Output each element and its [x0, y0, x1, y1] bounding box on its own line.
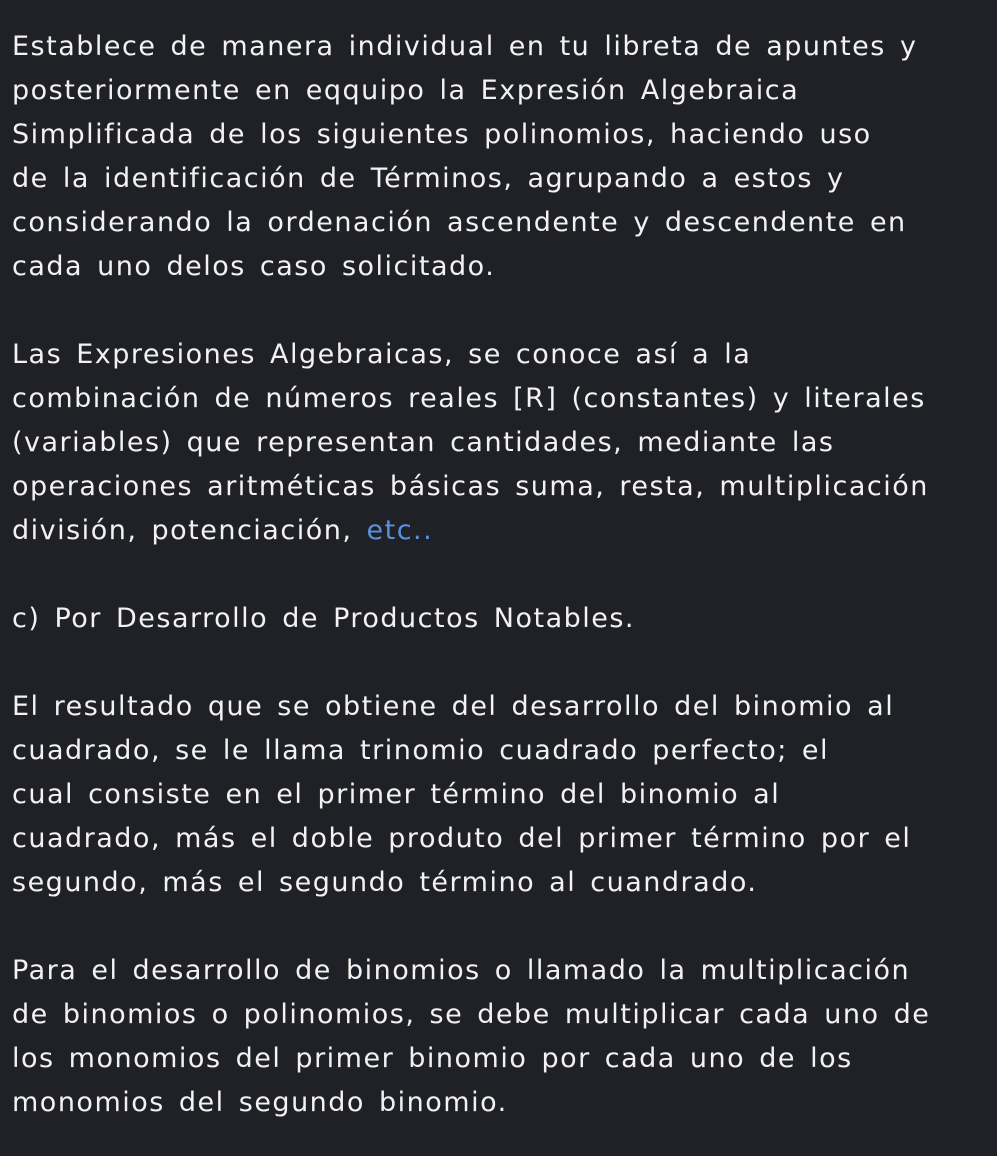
paragraph-gap — [12, 289, 996, 333]
text-line: Para el desarrollo de binomios o llamado la multiplicación — [12, 955, 911, 986]
paragraph-gap — [12, 905, 996, 949]
text-line: operaciones aritméticas básicas suma, resta, multiplicación — [12, 471, 929, 502]
paragraph-gap — [12, 553, 996, 597]
paragraph-gap — [12, 641, 996, 685]
text-line: cual consiste en el primer término del binomio al — [12, 779, 781, 810]
text-line: (variables) que representan cantidades, mediante las — [12, 427, 835, 458]
paragraph-definition — [12, 333, 996, 553]
text-line: Las Expresiones Algebraicas, se conoce así a la — [12, 339, 752, 370]
section-heading: c) Por Desarrollo de Productos Notables. — [12, 603, 636, 634]
text-line: considerando la ordenación ascendente y descendente en — [12, 207, 907, 238]
paragraph-section-heading — [12, 597, 996, 641]
text-line: Simplificada de los siguientes polinomios, haciendo uso — [12, 119, 872, 150]
text-line: cuadrado, se le llama trinomio cuadrado perfecto; el — [12, 735, 830, 766]
etc-link[interactable]: etc.. — [366, 515, 434, 546]
text-line: posteriormente en eqquipo la Expresión Algebraica — [12, 75, 800, 106]
text-line: de la identificación de Términos, agrupando a estos y — [12, 163, 845, 194]
paragraph-instructions — [12, 25, 996, 289]
text-line: Establece de manera individual en tu libreta de apuntes y — [12, 31, 918, 62]
paragraph-binomial-multiplication — [12, 949, 996, 1125]
text-line-with-link — [12, 509, 996, 553]
text-line: de binomios o polinomios, se debe multiplicar cada uno de — [12, 999, 931, 1030]
paragraph-binomial-square — [12, 685, 996, 905]
text-line: cuadrado, más el doble produto del primer término por el — [12, 823, 912, 854]
text-line: cada uno delos caso solicitado. — [12, 251, 496, 282]
text-line: monomios del segundo binomio. — [12, 1087, 508, 1118]
text-line: los monomios del primer binomio por cada uno de los — [12, 1043, 853, 1074]
text-fragment: división, potenciación, — [12, 515, 367, 546]
text-line: El resultado que se obtiene del desarrollo del binomio al — [12, 691, 895, 722]
note-body — [12, 25, 996, 1125]
text-line: combinación de números reales [R] (constantes) y literales — [12, 383, 926, 414]
text-line: segundo, más el segundo término al cuandrado. — [12, 867, 758, 898]
